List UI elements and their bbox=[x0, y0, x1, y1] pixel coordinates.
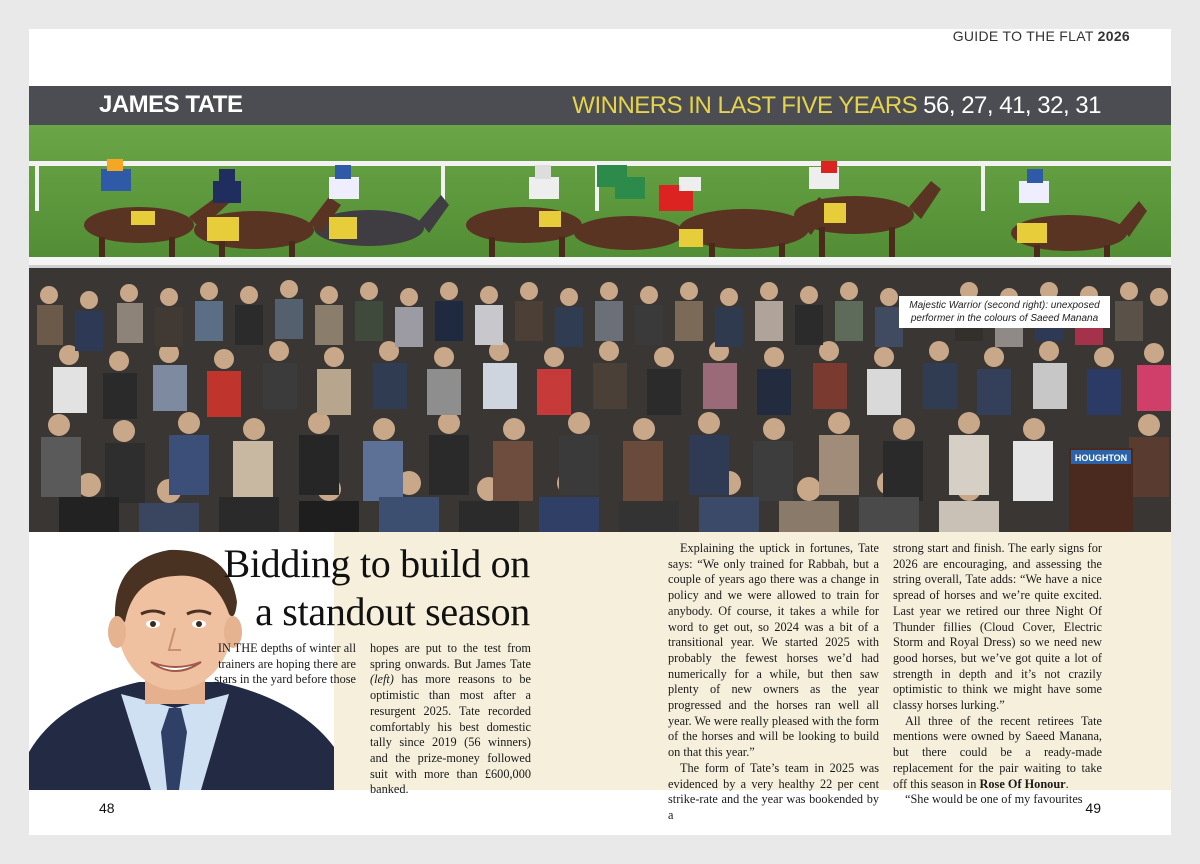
page-number-left: 48 bbox=[99, 800, 115, 816]
winners-values: 56, 27, 41, 32, 31 bbox=[923, 92, 1101, 119]
col4-text-a: All three of the recent retirees Tate mentions were owned by Saeed Manana, but there could be a ready-made replacement for the pair waiting to take off this season in bbox=[893, 713, 1102, 791]
trainer-name: JAMES TATE bbox=[99, 91, 243, 118]
headline-line-1: Bidding to build on bbox=[223, 541, 530, 586]
article-column-3 bbox=[668, 541, 879, 824]
houghton-sign bbox=[1069, 448, 1133, 532]
col4-paragraph-3: “She would be one of my favourites bbox=[905, 792, 1083, 807]
guide-year: 2026 bbox=[1097, 28, 1130, 44]
col4-paragraph-1: strong start and finish. The early signs for 2026 are encouraging, and assessing the string overall, Tate adds: “We have a nice spread of horses and we’re quite excited. Last year we retired our three Night Of Thunder fillies (Cloud Cover, Electric Storm and Royal Dress) so we need new good horses, but we’ve got quite a lot of strength in depth and it’s not crazily optimistic to think we might have some classy horses lurking.” bbox=[893, 541, 1102, 713]
sign-text: HOUGHTON bbox=[1074, 453, 1128, 463]
col3-paragraph-1: Explaining the uptick in fortunes, Tate says: “We only trained for Rabbah, but a couple of years ago there was a change in policy and we were allowed to train for anybody. Of course, it takes a while for word to get out, so 2024 was a bit of a transitional year. We started 2025 with probably the fewest horses we’d had numerically for a while, but then saw plenty of new owners as the year progressed and the horses ran well all year. We were really pleased with the form of the horses and will be looking to build on that this year.” bbox=[668, 541, 879, 760]
col4-text-b: . bbox=[1065, 776, 1069, 791]
racing-photo bbox=[29, 125, 1171, 532]
col1-text: depths of winter all trainers are hoping there are stars in the yard before those bbox=[214, 641, 356, 687]
photo-caption: Majestic Warrior (second right): unexposed performer in the colours of Saeed Manana bbox=[899, 296, 1110, 328]
trainer-title-bar bbox=[29, 86, 1171, 125]
horse-name-highlight: Rose Of Honour bbox=[979, 776, 1066, 791]
running-header bbox=[953, 28, 1130, 44]
col2-left-ref: (left) bbox=[370, 672, 394, 687]
lead-in: IN THE bbox=[217, 641, 258, 655]
col2-text-a: hopes are put to the test from spring onwards. But James Tate bbox=[370, 641, 531, 671]
winners-stat bbox=[572, 92, 1101, 120]
col2-text-b: has more reasons to be optimistic than most after a resurgent 2025. Tate recorded comfortably his best domestic tally since 2019 (56 winners) and the prize-money followed suit with more than £600,000 banked. bbox=[370, 672, 531, 797]
article-headline bbox=[190, 540, 530, 636]
article-column-4 bbox=[893, 541, 1102, 808]
page-number-right: 49 bbox=[1085, 800, 1101, 816]
article-column-1 bbox=[196, 641, 356, 688]
headline-line-2: a standout season bbox=[255, 589, 530, 634]
guide-title: GUIDE TO THE FLAT bbox=[952, 28, 1094, 44]
article-column-2 bbox=[370, 641, 531, 798]
col3-paragraph-2: The form of Tate’s team in 2025 was evidenced by a very healthy 22 per cent strike-rate and the year was bookended by a bbox=[668, 760, 879, 822]
winners-label: WINNERS IN LAST FIVE YEARS bbox=[572, 92, 918, 119]
col4-paragraph-2 bbox=[893, 714, 1102, 793]
